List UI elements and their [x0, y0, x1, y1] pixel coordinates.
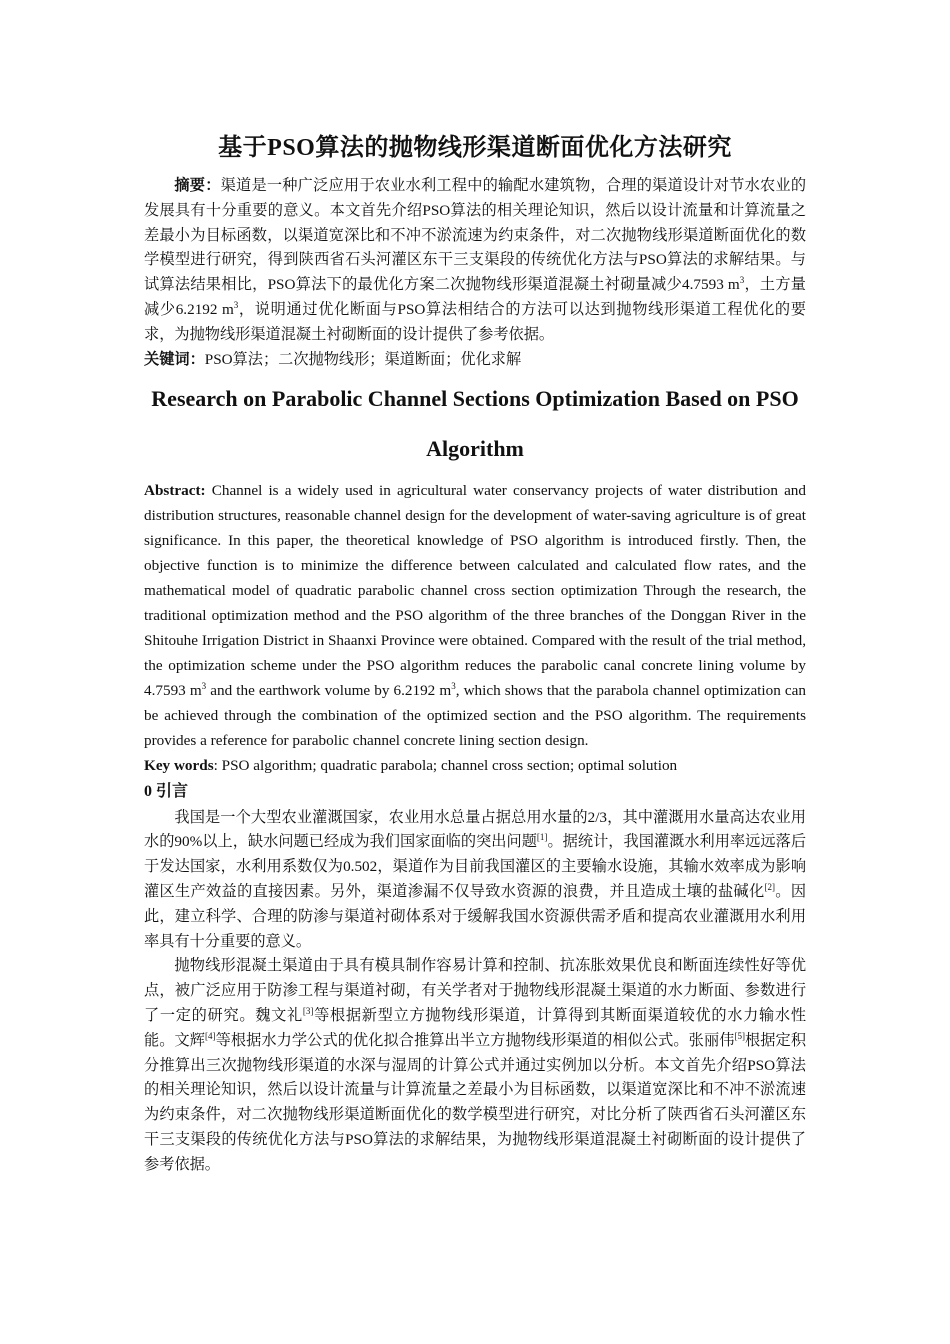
citation-ref: [1] [536, 832, 548, 843]
introduction-paragraph-1 [144, 806, 806, 955]
abstract-chinese-text-2: ，土方量减少6.2192 m [144, 276, 806, 318]
title-english: Research on Parabolic Channel Sections Optimization Based on PSO Algorithm [151, 385, 799, 461]
introduction-paragraph-2 [144, 954, 806, 1177]
citation-ref: [5] [734, 1030, 745, 1041]
title-chinese: 基于PSO算法的抛物线形渠道断面优化方法研究 [218, 135, 732, 161]
paragraph-text: 根据定积分推算出三次抛物线形渠道的水深与湿周的计算公式并通过实例加以分析。本文首先介绍PSO算法的相关理论知识，然后以设计流量与计算流量之差最小为目标函数，以渠道宽深比和不冲不淤流速为约束条件，对二次抛物线形渠道断面优化的数学模型进行研究，对比分析了陕西省石头河灌区东干三支渠段的传统优化方法与PSO算法的求解结果，为抛物线形渠道混凝土衬砌断面的设计提供了参考依据。 [144, 1031, 807, 1173]
abstract-chinese-text-1: 渠道是一种广泛应用于农业水利工程中的输配水建筑物，合理的渠道设计对节水农业的发展具有十分重要的意义。本文首先介绍PSO算法的相关理论知识，然后以设计流量和计算流量之差最小为目标函数，以渠道宽深比和不冲不淤流速为约束条件，对二次抛物线形渠道断面优化的数学模型进行研究，得到陕西省石头河灌区东干三支渠段的传统优化方法与PSO算法的求解结果。与试算法结果相比，PSO算法下的最优化方案二次抛物线形渠道混凝土衬砌量减少4.7593 m [144, 177, 807, 294]
paragraph-text: 。据统计，我国灌溉水利用率远远落后于发达国家，水利用系数仅为0.502，渠道作为目前我国灌区的主要输水设施，其输水效率成为影响灌区生产效益的直接因素。另外，渠道渗漏不仅导致水资源的浪费，并且造成土壤的盐碱化 [144, 833, 807, 900]
keywords-label-english: Key words [144, 756, 214, 774]
abstract-english [144, 478, 806, 753]
paragraph-text: 我国是一个大型农业灌溉国家，农业用水总量占据总用水量的2/3，其中灌溉用水量高达农业用水的90%以上，缺水问题已经成为我们国家面临的突出问题 [144, 808, 806, 851]
superscript: 3 [451, 680, 456, 691]
keywords-english-text: : PSO algorithm; quadratic parabola; channel cross section; optimal solution [213, 756, 678, 774]
abstract-chinese-text-3: ，说明通过优化断面与PSO算法相结合的方法可以达到抛物线形渠道工程优化的要求，为抛物线形渠道混凝土衬砌断面的设计提供了参考依据。 [144, 300, 806, 343]
abstract-english-text-2: and the earthwork volume by 6.2192 m [206, 681, 452, 699]
keywords-label-chinese: 关键词： [144, 350, 205, 368]
paper-page [144, 130, 806, 1178]
keywords-chinese [144, 348, 806, 372]
paragraph-text: 等根据新型立方抛物线形渠道，计算得到其断面渠道较优的水力输水性能。文辉 [144, 1006, 807, 1049]
abstract-label-english: Abstract: [144, 481, 206, 499]
superscript: 3 [201, 680, 207, 691]
abstract-english-text-1: Channel is a widely used in agricultural water conservancy projects of water distribution and distribution structures, reasonable channel design for the development of water-saving agriculture is of great significance. In this paper, the theoretical knowledge of PSO algorithm is introduced firstly. Then, the objective function is to minimize the difference between calculated and calculated flow rates, and the mathematical model of quadratic parabolic channel cross section optimization Through the research, the traditional optimization method and the PSO algorithm of the three branches of the Donggan River in the Shitouhe Irrigation District in Shaanxi Province were obtained. Compared with the result of the trial method, the optimization scheme under the PSO algorithm reduces the parabolic canal concrete lining volume by 4.7593 m [144, 481, 806, 699]
abstract-label-chinese: 摘要： [174, 177, 221, 194]
citation-ref: [2] [764, 881, 775, 892]
keywords-english [144, 753, 806, 778]
keywords-chinese-text: PSO算法；二次抛物线形；渠道断面；优化求解 [204, 350, 522, 368]
abstract-chinese [144, 174, 806, 348]
citation-ref: [4] [205, 1030, 216, 1041]
superscript: 3 [233, 299, 239, 310]
abstract-english-text-3: , which shows that the parabola channel optimization can be achieved through the combination of the optimized section and the PSO algorithm. The requirements provides a reference for parabolic channel concrete lining section design. [144, 681, 806, 749]
paragraph-text: 。因此，建立科学、合理的防渗与渠道衬砌体系对于缓解我国水资源供需矛盾和提高农业灌溉用水利用率具有十分重要的意义。 [144, 882, 807, 950]
superscript: 3 [739, 275, 745, 286]
citation-ref: [3] [302, 1005, 314, 1016]
section-heading-introduction: 0 引言 [144, 782, 189, 800]
paragraph-text: 等根据水力学公式的优化拟合推算出半立方抛物线形渠道的相似公式。张丽伟 [215, 1031, 735, 1049]
paragraph-text: 抛物线形混凝土渠道由于具有模具制作容易计算和控制、抗冻胀效果优良和断面连续性好等优点，被广泛应用于防渗工程与渠道衬砌，有关学者对于抛物线形混凝土渠道的水力断面、参数进行了一定的研究。魏文礼 [144, 957, 806, 1024]
